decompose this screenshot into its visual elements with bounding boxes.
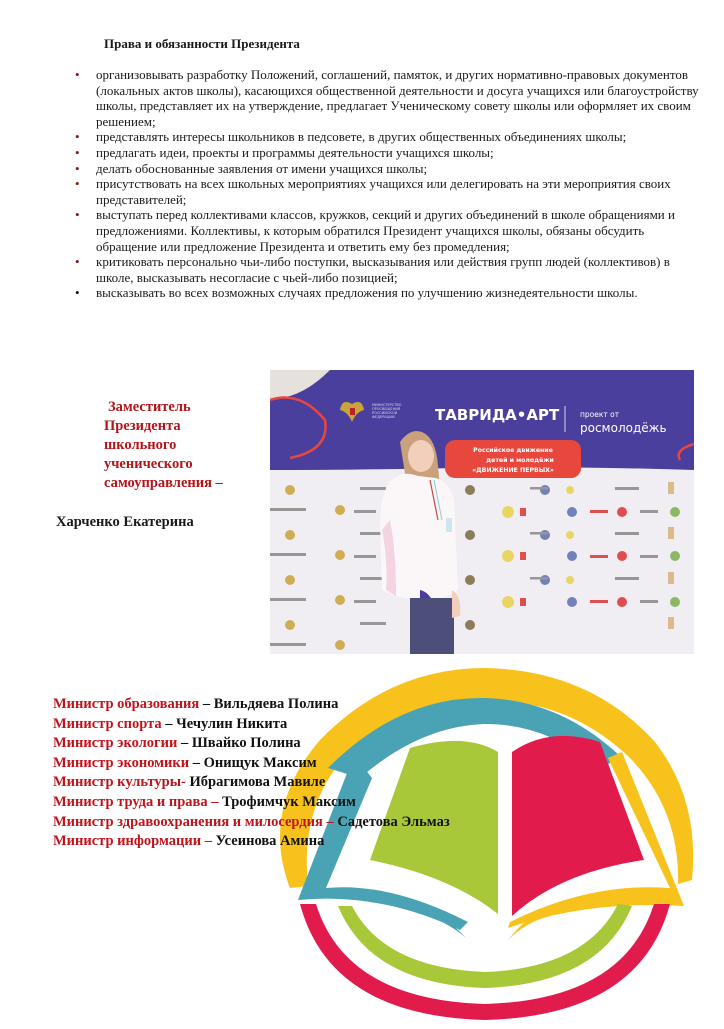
- svg-text:«ДВИЖЕНИЕ ПЕРВЫХ»: «ДВИЖЕНИЕ ПЕРВЫХ»: [472, 467, 554, 474]
- svg-text:РОССИЙСКОЙ: РОССИЙСКОЙ: [372, 411, 398, 415]
- bullet-icon: •: [75, 160, 80, 176]
- duty-item: • присутствовать на всех школьных мероприятиях учащихся или делегировать на эти мероприятия своих представителей;: [75, 176, 671, 207]
- minister-item: Министр спорта – Чечулин Никита: [53, 715, 288, 732]
- logo-green-arc: [338, 904, 632, 988]
- duty-item: • организовывать разработку Положений, соглашений, памяток, и других нормативно-правовых документов (локальных актов школы), касающихся общественной деятельности и досуга учащихся или благоустройству школы, представляет их на утверждение, предлагает Ученическому совету школы или оформляет их своим решением;: [75, 67, 699, 129]
- svg-text:ФЕДЕРАЦИИ: ФЕДЕРАЦИИ: [372, 415, 395, 419]
- minister-item: Министр информации – Усеинова Амина: [53, 833, 325, 850]
- bullet-icon: •: [75, 207, 80, 223]
- deputy-photo: [270, 370, 694, 654]
- page-heading: Права и обязанности Президента: [104, 36, 300, 51]
- svg-text:детей и молодёжи: детей и молодёжи: [486, 457, 554, 464]
- duty-item: • делать обоснованные заявления от имени учащихся школы;: [75, 160, 428, 176]
- ministers-list: [53, 695, 450, 852]
- duty-item: • критиковать персонально чьи-либо поступки, высказывания или действия групп людей (коллективов) в школе, высказывать несогласие с чьей-либо позицией;: [75, 254, 670, 285]
- duties-list: [70, 67, 700, 301]
- minister-item: Министр экологии – Швайко Полина: [53, 735, 301, 752]
- bullet-icon: •: [75, 129, 80, 145]
- bullet-icon: •: [75, 67, 80, 82]
- bullet-icon: •: [75, 254, 80, 270]
- minister-item: Министр труда и права – Трофимчук Максим: [53, 793, 356, 810]
- deputy-name: Харченко Екатерина: [56, 514, 194, 530]
- svg-text:росмолодёжь: росмолодёжь: [580, 421, 667, 435]
- svg-text:Российское движение: Российское движение: [473, 447, 553, 454]
- svg-text:проект от: проект от: [580, 410, 620, 419]
- minister-item: Министр культуры- Ибрагимова Мавиле: [53, 774, 326, 791]
- minister-item: Министр здравоохранения и милосердия – Садетова Эльмаз: [53, 813, 450, 830]
- svg-text:ПРОСВЕЩЕНИЯ: ПРОСВЕЩЕНИЯ: [372, 407, 401, 411]
- svg-text:МИНИСТЕРСТВО: МИНИСТЕРСТВО: [372, 403, 402, 407]
- tavrida-art-logo: ТАВРИДА•АРТ: [435, 406, 560, 424]
- duty-item: • предлагать идеи, проекты и программы деятельности учащихся школы;: [75, 144, 494, 160]
- minister-item: Министр экономики – Онищук Максим: [53, 754, 317, 771]
- deputy-title: Заместитель Президента школьного ученического самоуправления –: [104, 399, 223, 491]
- duty-item: • выступать перед коллективами классов, кружков, секций и других объединений в школе обращениями и предложениями. Коллективы, к которым обратился Президент учащихся школы, обязаны обсудить обращение или предложение Президента и ответить ему без промедления;: [75, 207, 675, 254]
- bullet-icon: •: [75, 176, 80, 192]
- bullet-icon: •: [75, 144, 80, 160]
- bullet-icon: •: [75, 285, 80, 301]
- minister-item: Министр образования – Вильдяева Полина: [53, 696, 339, 712]
- duty-item: • высказывать во всех возможных случаях предложения по улучшению жизнедеятельности школы.: [75, 285, 638, 301]
- duty-item: • представлять интересы школьников в педсовете, в других общественных объединениях школы;: [75, 129, 627, 145]
